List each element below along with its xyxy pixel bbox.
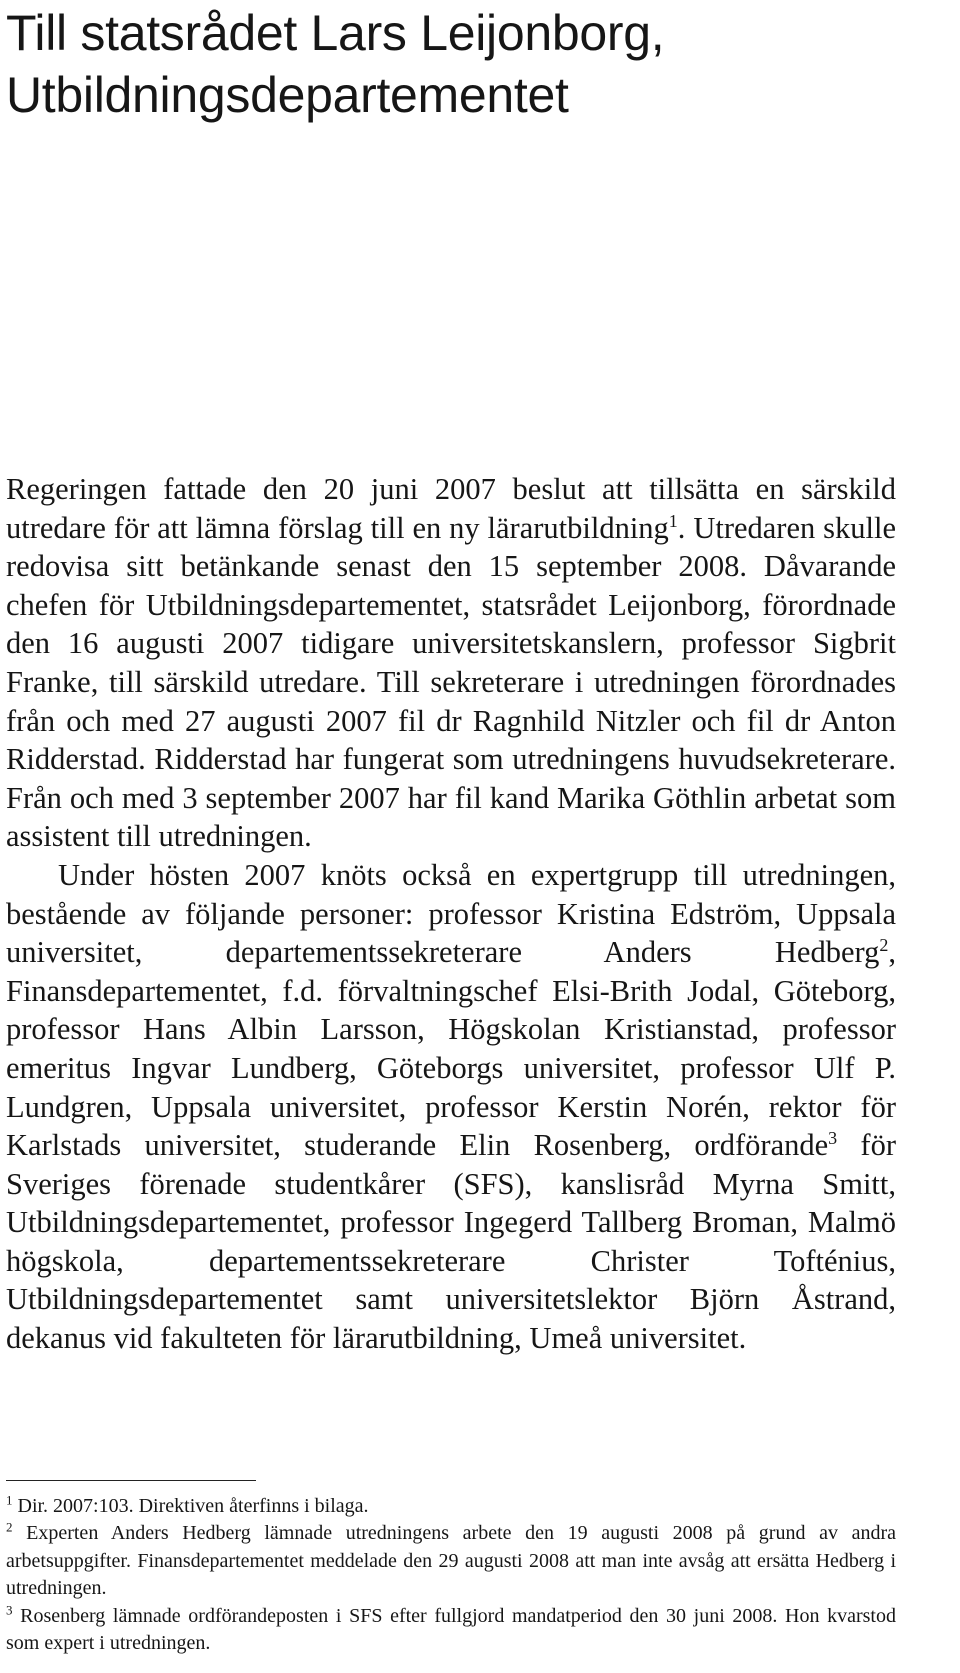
paragraph-text: , Finansdepartementet, f.d. förvaltningschef Elsi-Brith Jodal, Göteborg, professor Hans Albin Larsson, Högskolan Kristianstad, professor emeritus Ingvar Lundberg, Göteborgs universitet, professor Ulf P. Lundgren, Uppsala universitet, professor Kerstin Norén, rektor för Karlstads universitet, studerande Elin Rosenberg, ordförande xyxy=(6,935,896,1163)
footnote-number: 2 xyxy=(6,1519,13,1535)
paragraph-text: för Sveriges förenade studentkårer (SFS), kanslisråd Myrna Smitt, Utbildningsdepartementet, professor Ingegerd Tallberg Broman, Malmö högskola, departementssekreterare Christer Tofténius, Utbildningsdepartementet samt universitetslektor Björn Åstrand, dekanus vid fakulteten för lärarutbildning, Umeå universitet. xyxy=(6,1128,896,1356)
footnote-ref-3: 3 xyxy=(828,1127,838,1148)
footnote-text: Rosenberg lämnade ordförandeposten i SFS efter fullgjord mandatperiod den 30 juni 2008. Hon kvarstod som expert i utredningen. xyxy=(6,1604,896,1655)
paragraph-1 xyxy=(6,470,896,856)
title-line-2: Utbildningsdepartementet xyxy=(6,67,569,123)
footnote-ref-1: 1 xyxy=(668,510,678,531)
footnote-number: 3 xyxy=(6,1601,13,1617)
title-line-1: Till statsrådet Lars Leijonborg, xyxy=(6,5,665,61)
footnote-3 xyxy=(6,1603,896,1658)
footnote-ref-2: 2 xyxy=(879,934,889,955)
footnote-text: Experten Anders Hedberg lämnade utredningens arbete den 19 augusti 2008 på grund av andra arbetsuppgifter. Finansdepartementet meddelade den 29 augusti 2008 att man inte avsåg att ersätta Hedberg i utredningen. xyxy=(6,1522,896,1600)
footnote-divider xyxy=(6,1480,256,1481)
footnote-text: Dir. 2007:103. Direktiven återfinns i bilaga. xyxy=(12,1495,369,1517)
paragraph-2 xyxy=(6,856,896,1358)
paragraph-text: . Utredaren skulle redovisa sitt betänkande senast den 15 september 2008. Dåvarande chefen för Utbildningsdepartementet, statsrådet Leijonborg, förordnade den 16 augusti 2007 tidigare universitetskanslern, professor Sigbrit Franke, till särskild utredare. Till sekreterare i utredningen förordnades från och med 27 augusti 2007 fil dr Ragnhild Nitzler och fil dr Anton Ridderstad. Ridderstad har fungerat som utredningens huvudsekreterare. Från och med 3 september 2007 har fil kand Marika Göthlin arbetat som assistent till utredningen. xyxy=(6,510,896,854)
footnote-number: 1 xyxy=(6,1492,13,1508)
paragraph-text: Regeringen fattade den 20 juni 2007 beslut att tillsätta en särskild utredare för att lämna förslag till en ny lärarutbildning xyxy=(6,472,896,545)
body-text xyxy=(6,470,896,1358)
footnote-1 xyxy=(6,1493,896,1520)
paragraph-text: Under hösten 2007 knöts också en expertgrupp till utredningen, bestående av följande personer: professor Kristina Edström, Uppsala universitet, departementssekreterare Anders Hedberg xyxy=(6,857,896,970)
footnote-2 xyxy=(6,1520,896,1602)
footnotes xyxy=(6,1493,896,1657)
page-title xyxy=(6,2,946,126)
